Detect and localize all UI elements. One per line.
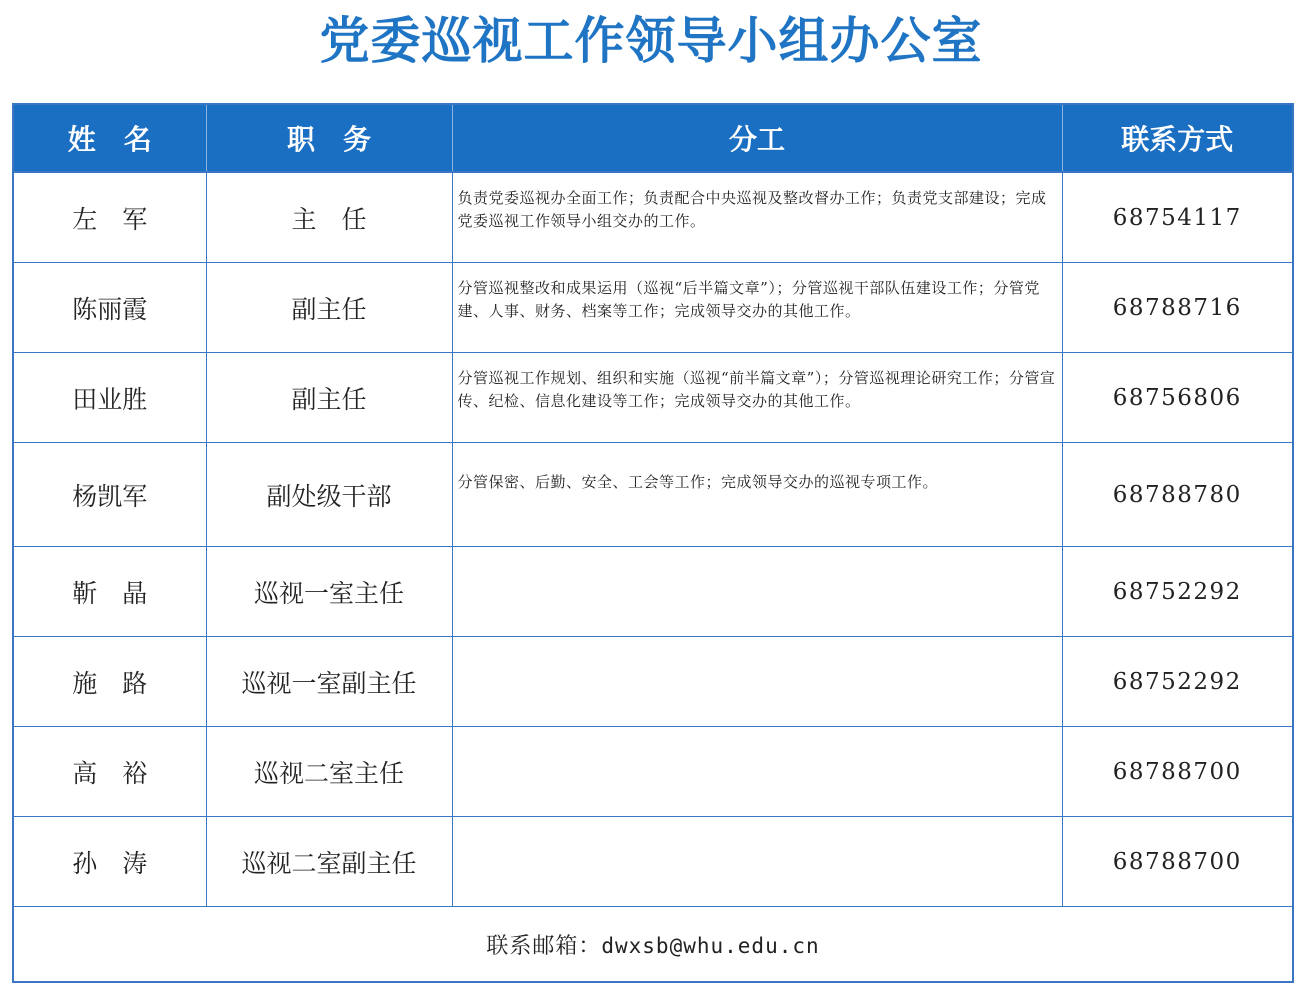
duty-cell: 分管巡视工作规划、组织和实施（巡视“前半篇文章”）；分管巡视理论研究工作；分管宣传、纪检、信息化建设等工作；完成领导交办的其他工作。 [452, 353, 1062, 443]
name-cell: 靳 晶 [13, 547, 206, 637]
duty-cell: 负责党委巡视办全面工作；负责配合中央巡视及整改督办工作；负责党支部建设；完成党委巡视工作领导小组交办的工作。 [452, 172, 1062, 263]
duty-cell [452, 547, 1062, 637]
page-title: 党委巡视工作领导小组办公室 [319, 11, 983, 70]
position-cell: 巡视一室主任 [206, 547, 452, 637]
table-row [13, 443, 1293, 547]
phone-cell: 68788780 [1062, 443, 1293, 547]
name-cell: 陈丽霞 [13, 263, 206, 353]
phone-cell: 68788700 [1062, 817, 1293, 907]
position-cell: 副主任 [206, 263, 452, 353]
table-row [13, 817, 1293, 907]
name-cell: 杨凯军 [13, 443, 206, 547]
duty-cell [452, 727, 1062, 817]
duty-cell [452, 817, 1062, 907]
footer-row [13, 907, 1293, 983]
name-cell: 孙 涛 [13, 817, 206, 907]
duty-cell [452, 637, 1062, 727]
name-cell: 施 路 [13, 637, 206, 727]
phone-cell: 68788700 [1062, 727, 1293, 817]
position-cell: 主 任 [206, 172, 452, 263]
table-row [13, 637, 1293, 727]
position-cell: 巡视一室副主任 [206, 637, 452, 727]
table-row [13, 727, 1293, 817]
phone-cell: 68754117 [1062, 172, 1293, 263]
email-label: 联系邮箱： [486, 933, 602, 959]
position-cell: 巡视二室副主任 [206, 817, 452, 907]
position-cell: 副主任 [206, 353, 452, 443]
name-cell: 左 军 [13, 172, 206, 263]
name-cell: 高 裕 [13, 727, 206, 817]
email-address-link[interactable]: dwxsb@whu.edu.cn [601, 933, 820, 958]
phone-cell: 68788716 [1062, 263, 1293, 353]
name-cell: 田业胜 [13, 353, 206, 443]
phone-cell: 68752292 [1062, 547, 1293, 637]
table-row [13, 263, 1293, 353]
duty-cell: 分管保密、后勤、安全、工会等工作；完成领导交办的巡视专项工作。 [452, 443, 1062, 547]
position-cell: 巡视二室主任 [206, 727, 452, 817]
table-row [13, 547, 1293, 637]
header-duty: 分工 [452, 104, 1062, 172]
table-header-row [13, 104, 1293, 172]
contact-table [12, 103, 1294, 983]
position-cell: 副处级干部 [206, 443, 452, 547]
header-position: 职 务 [206, 104, 452, 172]
phone-cell: 68756806 [1062, 353, 1293, 443]
contact-email-footer [13, 907, 1293, 983]
table-row [13, 353, 1293, 443]
phone-cell: 68752292 [1062, 637, 1293, 727]
duty-cell: 分管巡视整改和成果运用（巡视“后半篇文章”）；分管巡视干部队伍建设工作；分管党建、人事、财务、档案等工作；完成领导交办的其他工作。 [452, 263, 1062, 353]
header-name: 姓 名 [13, 104, 206, 172]
header-contact: 联系方式 [1062, 104, 1293, 172]
table-row [13, 172, 1293, 263]
